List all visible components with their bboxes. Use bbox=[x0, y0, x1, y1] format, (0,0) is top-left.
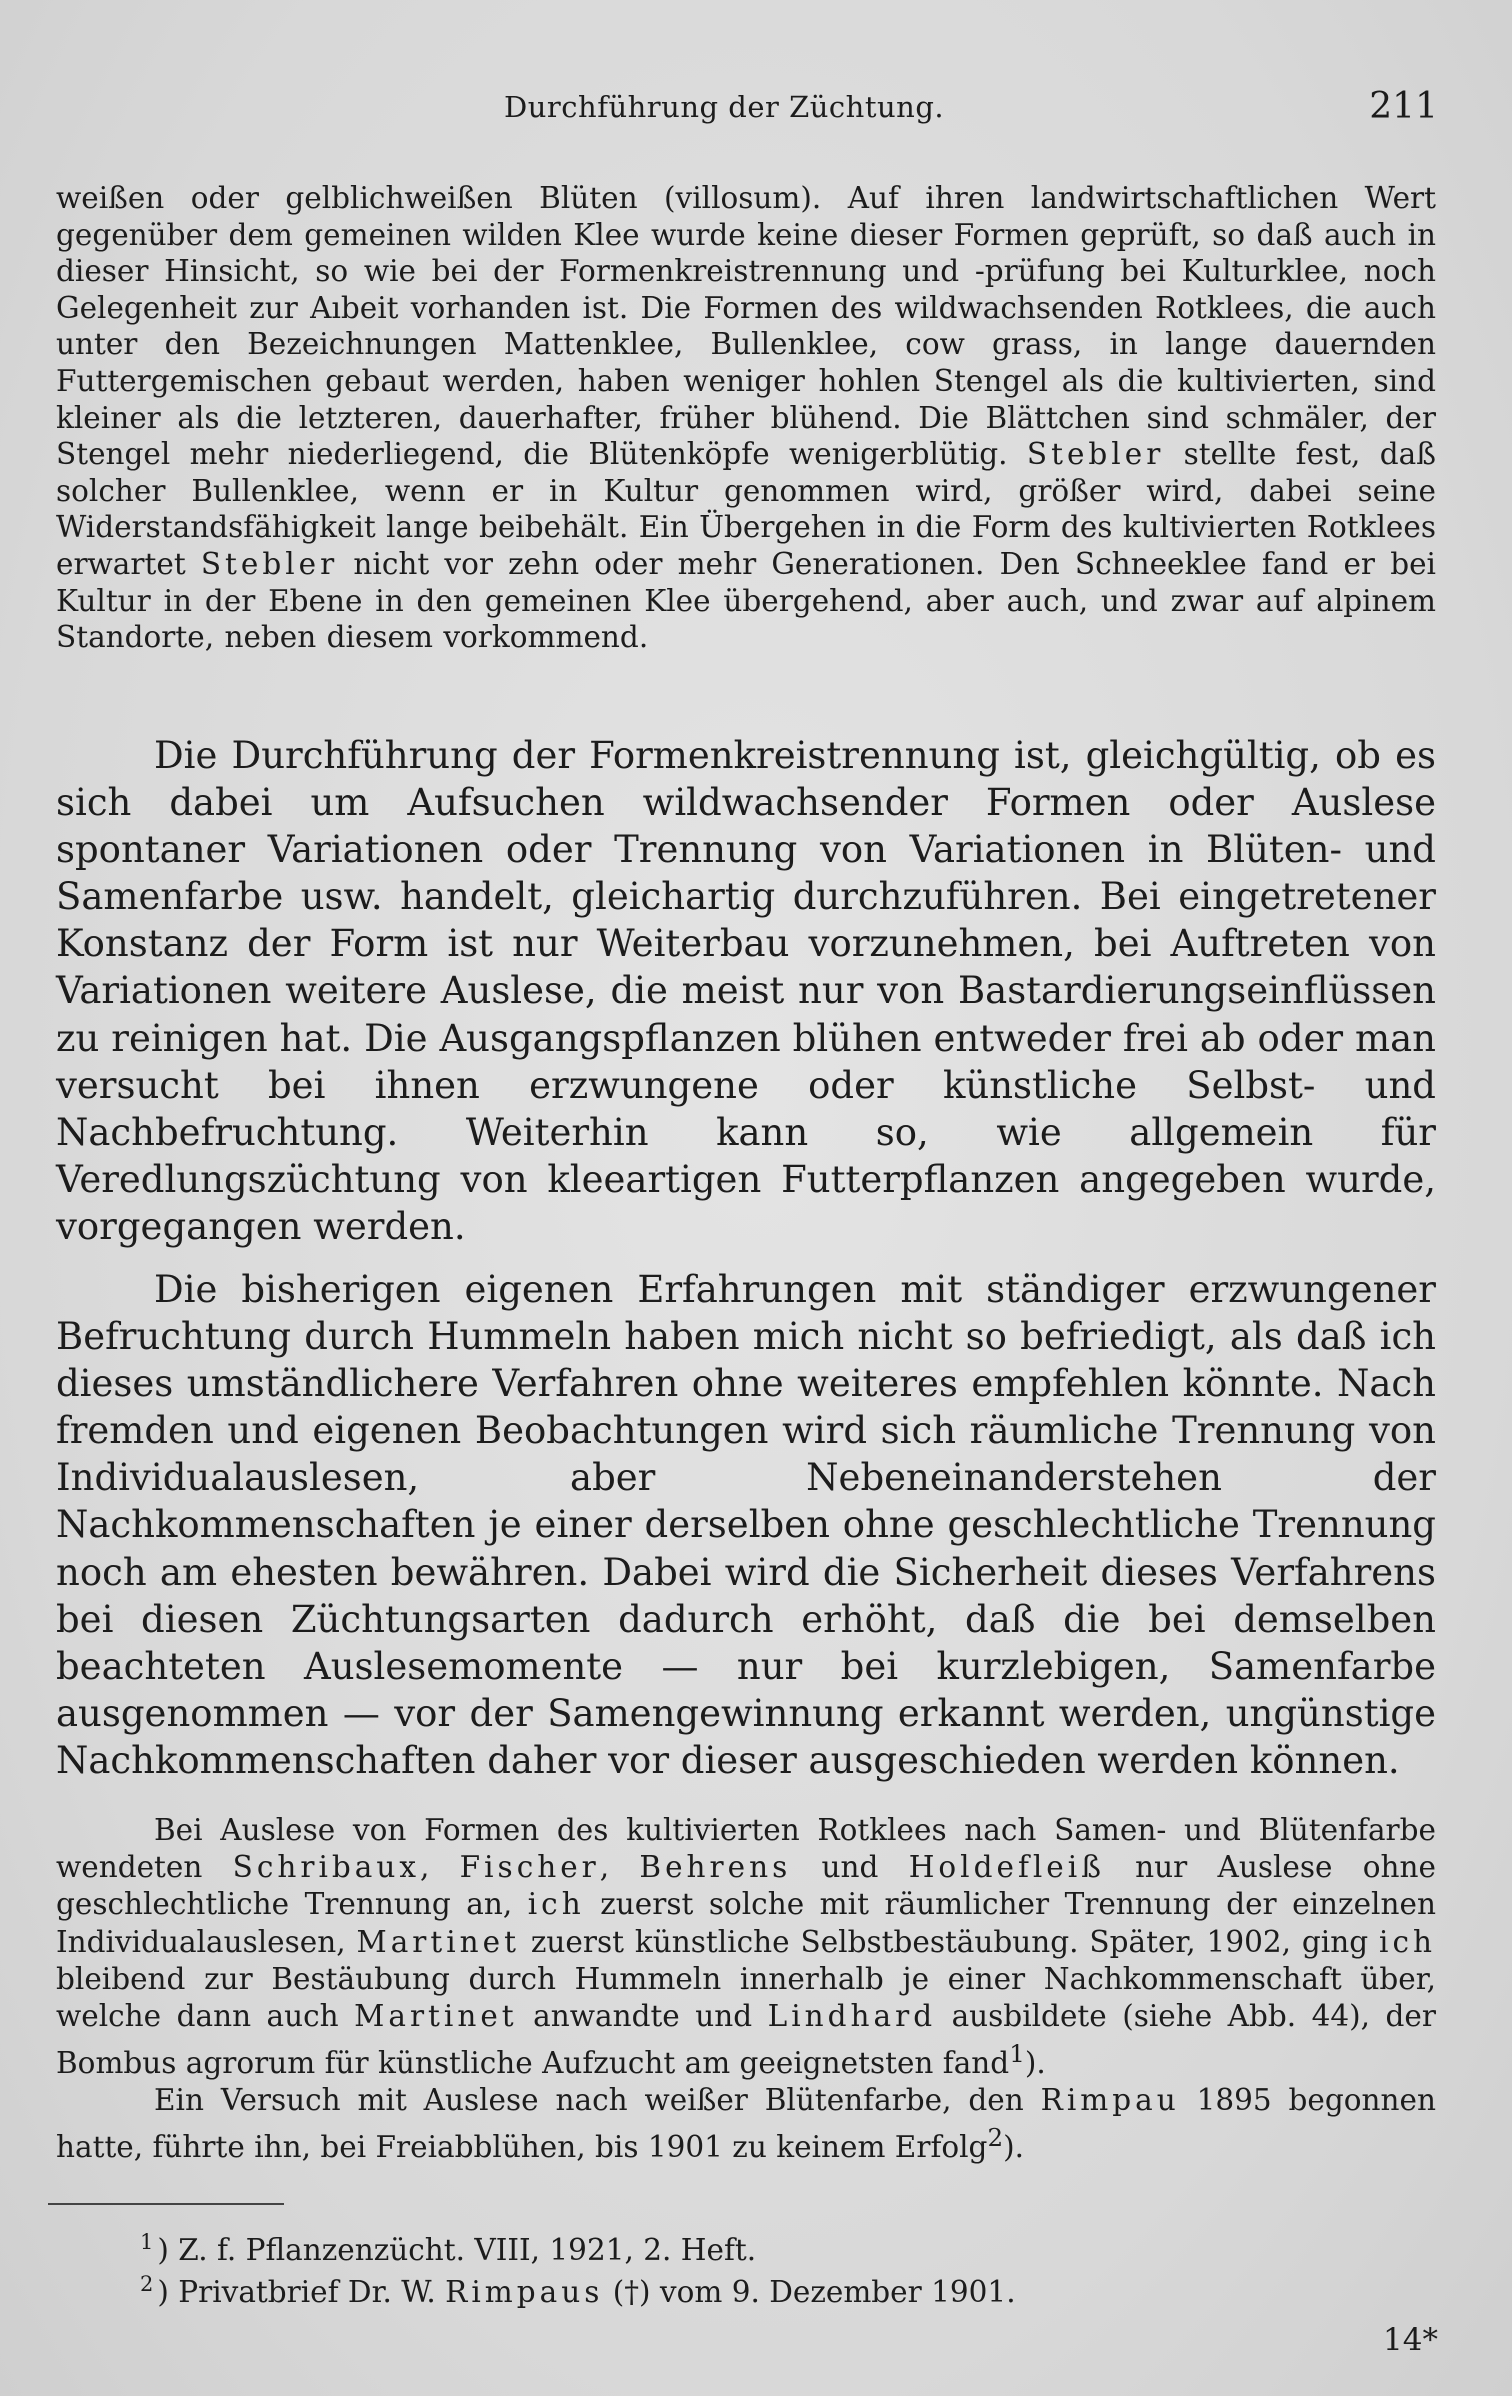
author-name: Rimpau bbox=[1040, 2083, 1180, 2118]
author-name: Martinet bbox=[354, 1999, 518, 2034]
para4-text: ausbildete (siehe Abb. 44), der Bombus agrorum für künstliche Aufzucht am geeignetsten fand bbox=[56, 1999, 1436, 2081]
author-name: ich bbox=[1379, 1924, 1436, 1959]
footnote-ref: 2 bbox=[987, 2123, 1004, 2153]
paragraph-large-2 bbox=[56, 1266, 1436, 1784]
para4-text: ). bbox=[1024, 2046, 1046, 2081]
author-name: Lindhard bbox=[767, 1999, 937, 2034]
author-name: Behrens bbox=[639, 1850, 792, 1885]
author-name: Rimpaus bbox=[445, 2274, 604, 2309]
para4-text: zuerst solche mit räumlicher Trennung der einzelnen Individualauslesen, bbox=[56, 1887, 1436, 1959]
author-name: Martinet bbox=[356, 1924, 520, 1959]
para4-text: zuerst künstliche Selbstbestäubung. Später, 1902, ging bbox=[530, 1924, 1369, 1959]
author-name: Stebler bbox=[1026, 437, 1165, 472]
footnote-text: ) Privatbrief Dr. W. bbox=[157, 2274, 436, 2309]
footnote-1 bbox=[140, 2230, 756, 2267]
author-name: Holdefleiß bbox=[908, 1850, 1105, 1885]
para4-text: bleibend zur Bestäubung durch Hummeln innerhalb je einer Nachkommenschaft über, welche dann auch bbox=[56, 1961, 1436, 2034]
para4-text: anwandte und bbox=[533, 1999, 753, 2034]
footnote-2 bbox=[140, 2272, 1016, 2309]
paragraph-text bbox=[56, 180, 1436, 656]
footnote-text: (†) vom 9. Dezember 1901. bbox=[612, 2274, 1016, 2309]
paragraph-small-2 bbox=[56, 1812, 1436, 2166]
para1-text: stellte fest, daß solcher Bullenklee, wenn er in Kultur genommen wird, größer wird, dabei seine Widerstandsfähigkeit lange beibehält. Ein Übergehen in die Form des kultivierten Rotklees erwartet bbox=[56, 437, 1436, 581]
running-title: Durchführung der Züchtung. bbox=[504, 90, 945, 124]
page-number: 211 bbox=[1369, 86, 1438, 127]
footnote-divider bbox=[48, 2203, 284, 2205]
author-name: ich bbox=[527, 1887, 585, 1922]
author-name: Stebler bbox=[200, 546, 339, 581]
footnote-text: ) Z. f. Pflanzenzücht. VIII, 1921, 2. Heft. bbox=[157, 2232, 757, 2267]
paragraph-text bbox=[56, 2082, 1436, 2166]
author-name: Fischer bbox=[459, 1850, 600, 1885]
paragraph-large-1 bbox=[56, 732, 1436, 1250]
footnote-ref: 1 bbox=[1009, 2039, 1025, 2069]
para1-body: weißen oder gelblichweißen Blüten (villosum). Auf ihren landwirtschaftlichen Wert gegenüber dem gemeinen wilden Klee wurde keine dieser Formen geprüft, so daß auch in dieser Hinsicht, so wie bei der Formenkreistrennung und -prüfung bei Kulturklee, noch Gelegenheit zur Aıbeit vorhanden ist. Die Formen des wildwachsenden Rotklees, die auch unter den Bezeichnungen Mattenklee, Bullenklee, cow grass, in lange dauernden Futtergemischen gebaut werden, haben weniger hohlen Stengel als die kultivierten, sind kleiner als die letzteren, dauerhafter, früher blühend. Die Blättchen sind schmäler, der Stengel mehr niederliegend, die Blütenköpfe wenigerblütig. bbox=[56, 181, 1436, 472]
para4-text: nur Auslese ohne geschlechtliche Trennung an, bbox=[56, 1850, 1436, 1922]
footnote-mark: 1 bbox=[140, 2230, 154, 2254]
paragraph-text: Die Durchführung der Formenkreistrennung ist, gleichgültig, ob es sich dabei um Aufsuchen wildwachsender Formen oder Auslese spontaner Variationen oder Trennung von Variationen in Blüten- und Samenfarbe usw. handelt, gleichartig durchzuführen. Bei eingetretener Konstanz der Form ist nur Weiterbau vorzunehmen, bei Auftreten von Variationen weitere Auslese, die meist nur von Bastardierungseinflüssen zu reinigen hat. Die Ausgangspflanzen blühen entweder frei ab oder man versucht bei ihnen erzwungene oder künstliche Selbst- und Nachbefruchtung. Weiterhin kann so, wie allgemein für Veredlungszüchtung von kleeartigen Futterpflanzen angegeben wurde, vorgegangen werden. bbox=[56, 734, 1436, 1248]
para4-text: und bbox=[821, 1850, 879, 1885]
paragraph-small-1 bbox=[56, 180, 1436, 656]
paragraph-text: Die bisherigen eigenen Erfahrungen mit ständiger erzwungener Befruchtung durch Hummeln haben mich nicht so befriedigt, als daß ich dieses umständlichere Verfahren ohne weiteres empfehlen könnte. Nach fremden und eigenen Beobachtungen wird sich räumliche Trennung von Individualauslesen, aber Nebeneinanderstehen der Nachkommenschaften je einer derselben ohne geschlechtliche Trennung noch am ehesten bewähren. Dabei wird die Sicherheit dieses Verfahrens bei diesen Züchtungsarten dadurch erhöht, daß die bei demselben beachteten Auslesemomente — nur bei kurzlebigen, Samenfarbe ausgenommen — vor der Samengewinnung erkannt werden, ungünstige Nachkommenschaften daher vor dieser ausgeschieden werden können. bbox=[56, 1268, 1436, 1782]
para1-text: nicht vor zehn oder mehr Generationen. Den Schneeklee fand er bei Kultur in der Ebene in den gemeinen Klee übergehend, aber auch, und zwar auf alpinem Standorte, neben diesem vorkommend. bbox=[56, 546, 1436, 655]
para4-text: Bei Auslese von Formen des kultivierten Rotklees nach Samen- und Blütenfarbe wendeten bbox=[56, 1813, 1436, 1885]
sheet-signature: 14* bbox=[1383, 2322, 1438, 2358]
page-header bbox=[56, 86, 1438, 150]
para5-text: 1895 begonnen hatte, führte ihn, bei Freiabblühen, bis 1901 zu keinem Erfolg bbox=[56, 2083, 1436, 2165]
paragraph-text: Bei Auslese von Formen des kultivierten Rotklees nach Samen- und Blütenfarbe wendeten Schribaux, Fischer, Behrens und Holdefleiß nur Auslese ohne geschlechtliche Trennung an, ich zuerst solche mit räumlicher Trennung der einzelnen Individualauslesen, Martinet zuerst künstliche Selbstbestäubung. Später, 1902, ging ich bleibend zur Bestäubung durch Hummeln innerhalb je einer Nachkommenschaft über, welche dann auch Martinet anwandte und Lindhard ausbildete (siehe Abb. 44), der Bombus agrorum für künstliche Aufzucht am geeignetsten fand$^1$). bbox=[56, 1813, 1436, 2081]
para5-text: Ein Versuch mit Auslese nach weißer Blütenfarbe, den bbox=[154, 2083, 1024, 2118]
para5-text: ). bbox=[1003, 2130, 1024, 2165]
author-name: Schribaux bbox=[232, 1850, 421, 1885]
footnote-mark: 2 bbox=[140, 2272, 154, 2296]
